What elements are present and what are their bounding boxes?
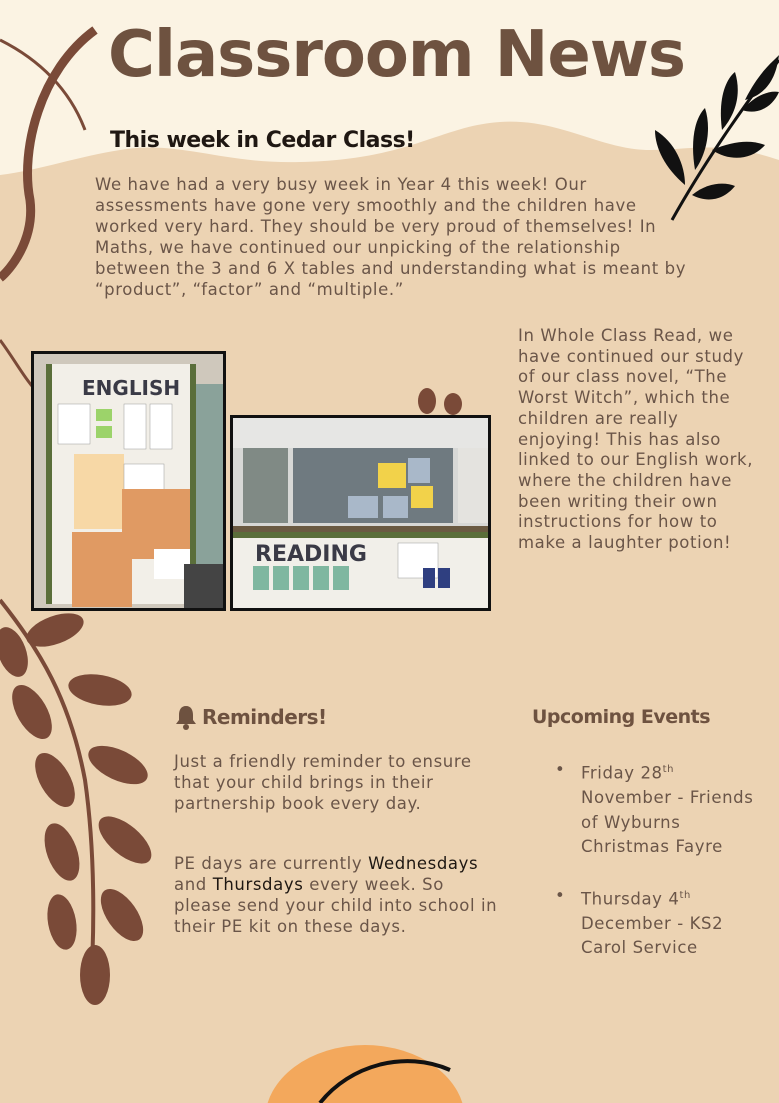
pe-text-and: and bbox=[174, 875, 213, 894]
reminders-heading bbox=[174, 704, 327, 730]
event-day-suffix: th bbox=[662, 764, 675, 775]
reminder-pe-days bbox=[174, 853, 504, 937]
event-day-suffix: th bbox=[679, 889, 691, 901]
pe-text-after: every week. So please send your child into school in their PE kit on these days. bbox=[174, 875, 498, 936]
events-heading: Upcoming Events bbox=[532, 706, 711, 728]
orange-blob bbox=[265, 1045, 465, 1103]
event-description: November - Friends of Wyburns Christmas Fayre bbox=[581, 788, 754, 856]
event-day: Friday 28 bbox=[581, 763, 663, 783]
event-description: December - KS2 Carol Service bbox=[581, 913, 724, 957]
english-label: ENGLISH bbox=[82, 376, 181, 400]
reading-photo-scene bbox=[233, 418, 488, 608]
pe-day-thursdays: Thursdays bbox=[212, 875, 304, 894]
reminder-partnership-book: Just a friendly reminder to ensure that your child brings in their partnership book every day. bbox=[174, 752, 472, 813]
whole-class-read-text: In Whole Class Read, we have continued our study of our class novel, “The Worst Witch”, which the children are really enjoying! This has also linked to our English work, where the children have been writing their own instructions for how to make a laughter potion! bbox=[518, 326, 754, 553]
event-item bbox=[553, 884, 763, 961]
english-display-photo bbox=[31, 351, 226, 611]
page-title: Classroom News bbox=[108, 18, 685, 92]
reading-display-photo bbox=[230, 415, 491, 611]
dot-1 bbox=[418, 388, 436, 414]
leafy-branch bbox=[0, 600, 159, 1005]
event-item bbox=[553, 758, 763, 860]
intro-paragraph: We have had a very busy week in Year 4 this week! Our assessments have gone very smoothly and the children have worked very hard. They should be very proud of themselves! In Maths, we have continued our unpicking of the relationship between the 3 and 6 X tables and understanding what is meant by “product”, “factor” and “multiple.” bbox=[95, 175, 687, 299]
bell-icon bbox=[174, 704, 198, 730]
pe-text-before: PE days are currently bbox=[174, 854, 369, 873]
event-day: Thursday 4 bbox=[581, 889, 680, 908]
intro-heading: This week in Cedar Class! bbox=[110, 128, 415, 153]
reminders-heading-text: Reminders! bbox=[202, 705, 327, 729]
events-list bbox=[553, 758, 763, 985]
dot-2 bbox=[444, 393, 462, 415]
pe-day-wednesdays: Wednesdays bbox=[368, 854, 479, 873]
reading-label: READING bbox=[255, 542, 367, 567]
